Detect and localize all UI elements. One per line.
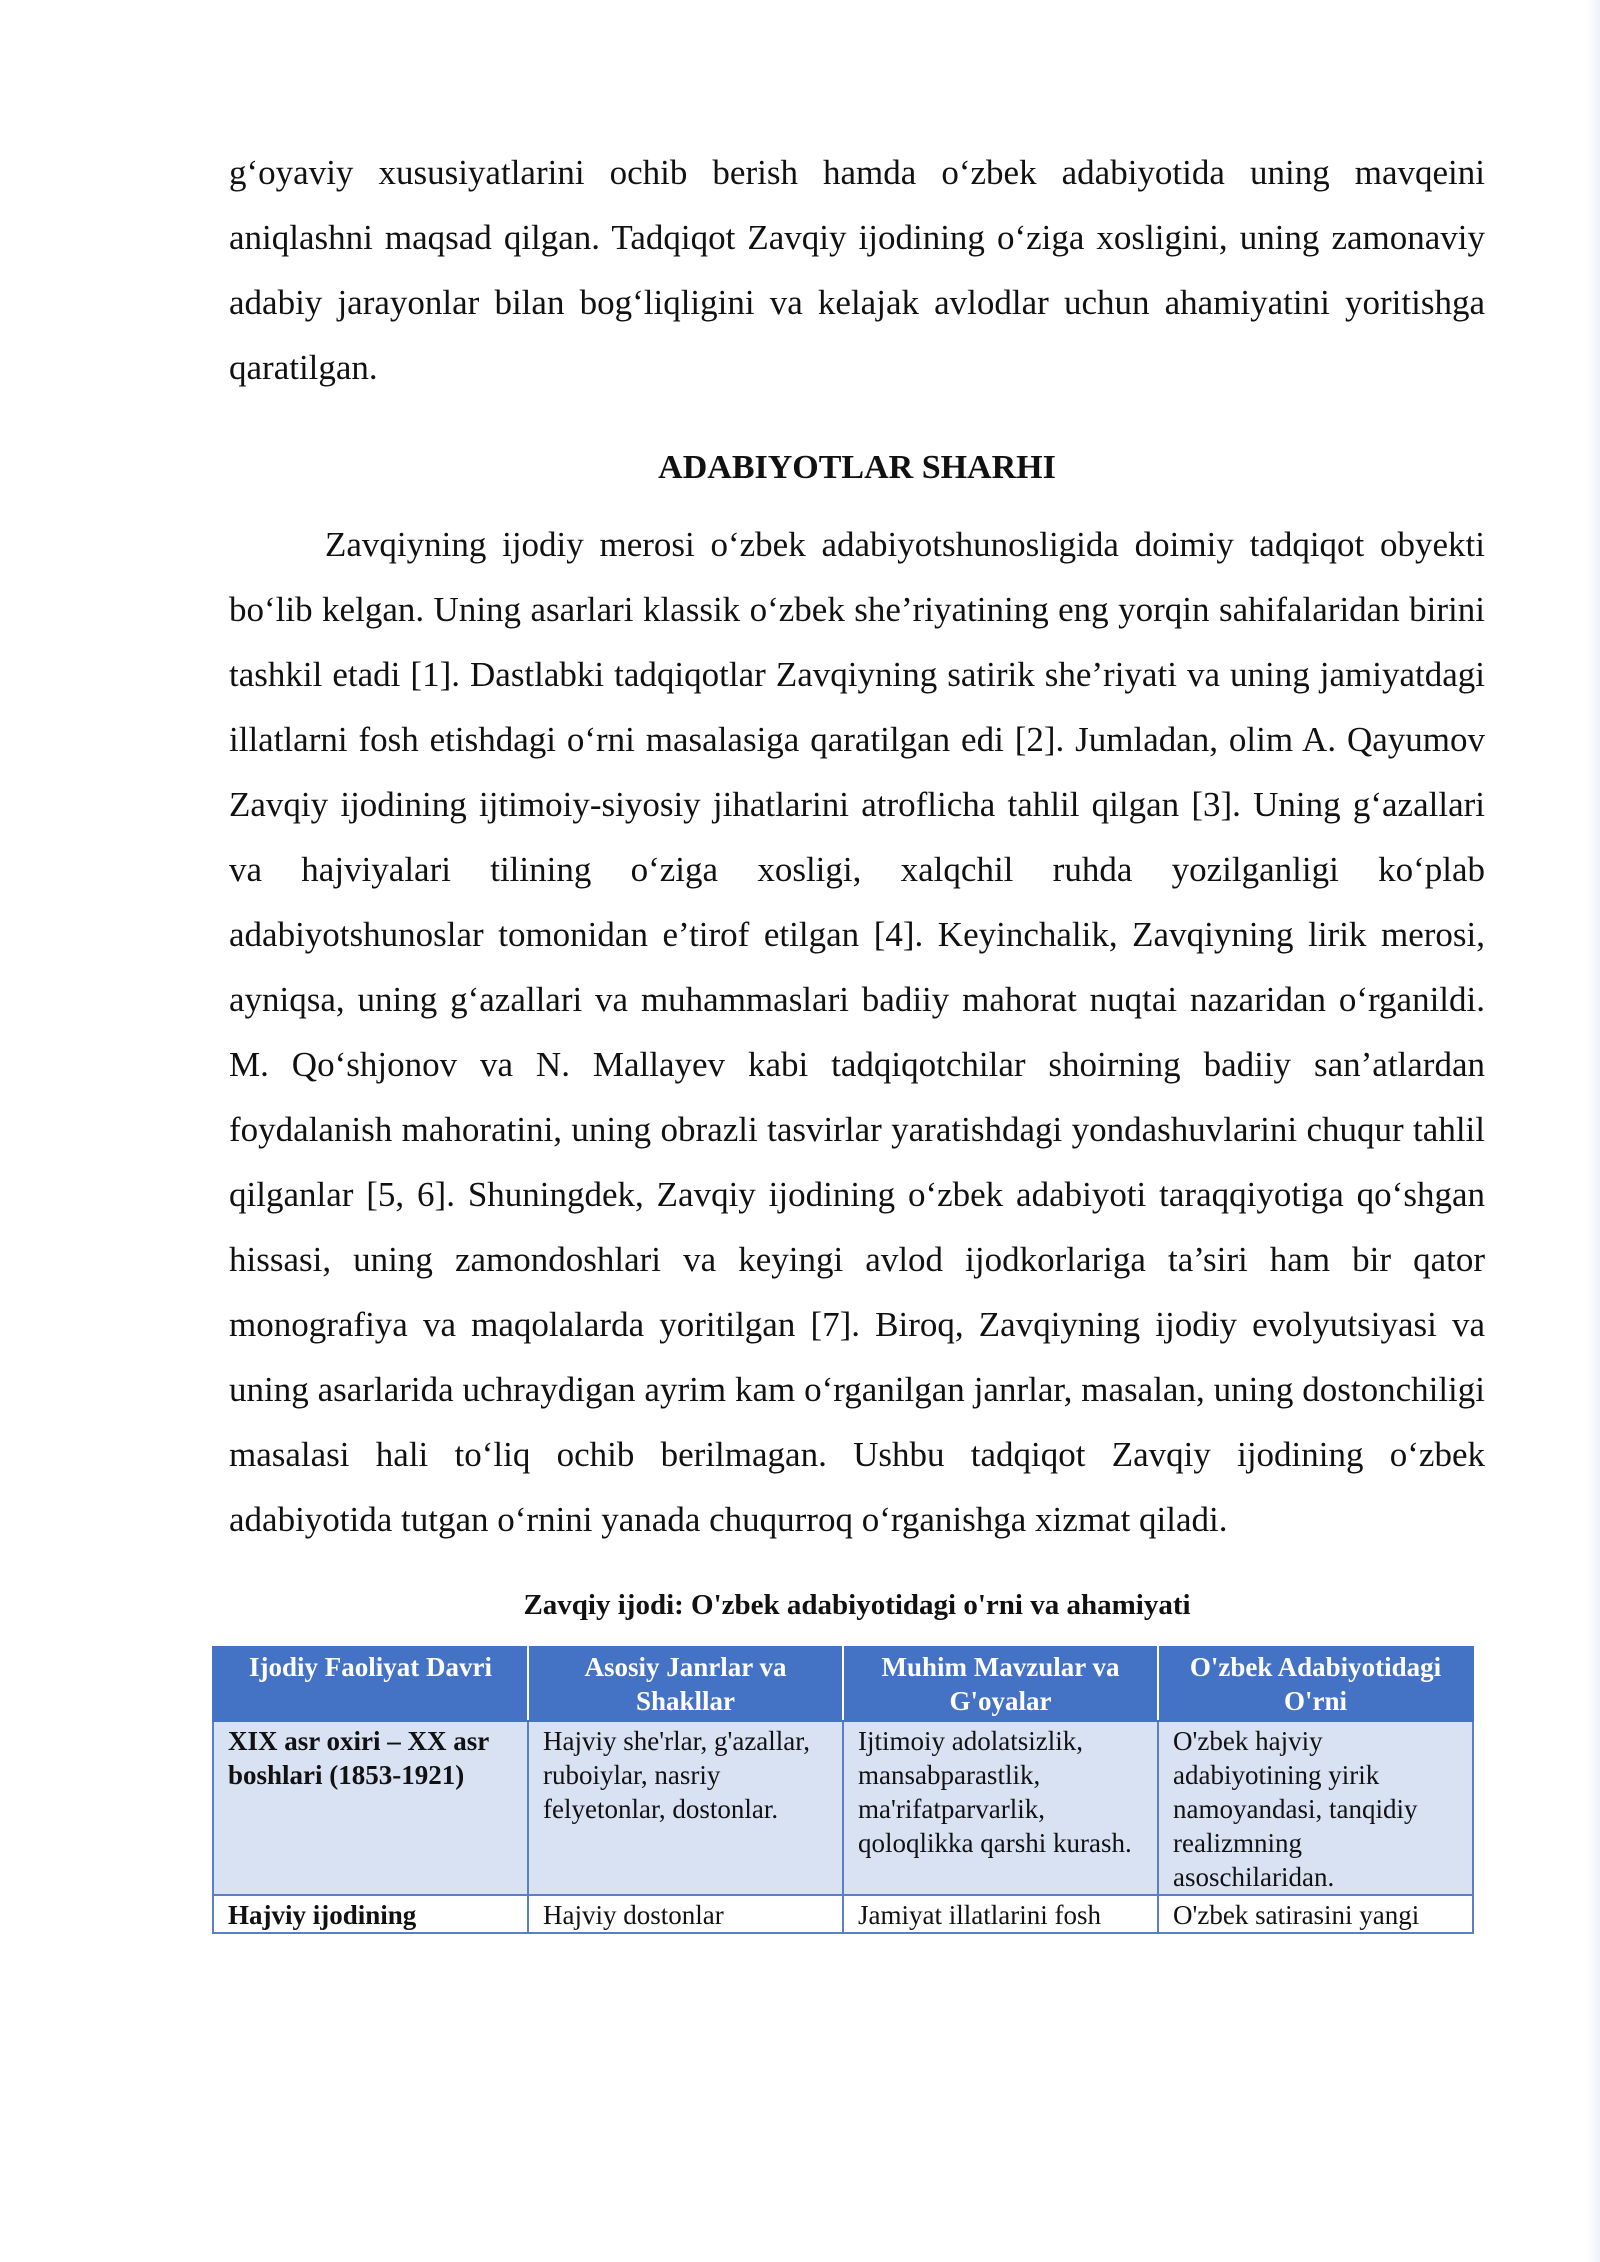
cell-themes: Jamiyat illatlarini fosh (843, 1895, 1158, 1933)
page-edge-shadow (1586, 0, 1600, 2262)
cell-genres: Hajviy she'rlar, g'azallar, ruboiylar, nasriy felyetonlar, dostonlar. (528, 1721, 843, 1895)
creative-periods-table (212, 1646, 1474, 1934)
header-genres: Asosiy Janrlar va Shakllar (528, 1647, 843, 1721)
table-row (213, 1721, 1473, 1895)
cell-themes: Ijtimoiy adolatsizlik, mansabparastlik, ma'rifatparvarlik, qoloqlikka qarshi kurash. (843, 1721, 1158, 1895)
cell-period: Hajviy ijodining (213, 1895, 528, 1933)
cell-genres: Hajviy dostonlar (528, 1895, 843, 1933)
table-row (213, 1895, 1473, 1933)
intro-paragraph: g‘oyaviy xususiyatlarini ochib berish hamda o‘zbek adabiyotida uning mavqeini aniqlashni maqsad qilgan. Tadqiqot Zavqiy ijodining o‘ziga xosligini, uning zamonaviy adabiy jarayonlar bilan bog‘liqligini va kelajak avlodlar uchun ahamiyatini yoritishga qaratilgan. (229, 153, 1485, 387)
section-heading: ADABIYOTLAR SHARHI (658, 449, 1056, 486)
cell-period: XIX asr oxiri – XX asr boshlari (1853-1921) (213, 1721, 528, 1895)
table-caption: Zavqiy ijodi: O'zbek adabiyotidagi o'rni va ahamiyati (523, 1589, 1191, 1621)
document-body (229, 140, 1485, 1934)
table-header-row (213, 1647, 1473, 1721)
header-significance: O'zbek Adabiyotidagi O'rni (1158, 1647, 1473, 1721)
header-themes: Muhim Mavzular va G'oyalar (843, 1647, 1158, 1721)
cell-significance: O'zbek satirasini yangi (1158, 1895, 1473, 1933)
cell-significance: O'zbek hajviy adabiyotining yirik namoyandasi, tanqidiy realizmning asoschilaridan. (1158, 1721, 1473, 1895)
literature-review-paragraph: Zavqiyning ijodiy merosi o‘zbek adabiyotshunosligida doimiy tadqiqot obyekti bo‘lib kelgan. Uning asarlari klassik o‘zbek she’riyatining eng yorqin sahifalaridan birini tashkil etadi [1]. Dastlabki tadqiqotlar Zavqiyning satirik she’riyati va uning jamiyatdagi illatlarni fosh etishdagi o‘rni masalasiga qaratilgan edi [2]. Jumladan, olim A. Qayumov Zavqiy ijodining ijtimoiy-siyosiy jihatlarini atroflicha tahlil qilgan [3]. Uning g‘azallari va hajviyalari tilining o‘ziga xosligi, xalqchil ruhda yozilganligi ko‘plab adabiyotshunoslar tomonidan e’tirof etilgan [4]. Keyinchalik, Zavqiyning lirik merosi, ayniqsa, uning g‘azallari va muhammaslari badiiy mahorat nuqtai nazaridan o‘rganildi. M. Qo‘shjonov va N. Mallayev kabi tadqiqotchilar shoirning badiiy san’atlardan foydalanish mahoratini, uning obrazli tasvirlar yaratishdagi yondashuvlarini chuqur tahlil qilganlar [5, 6]. Shuningdek, Zavqiy ijodining o‘zbek adabiyoti taraqqiyotiga qo‘shgan hissasi, uning zamondoshlari va keyingi avlod ijodkorlariga ta’siri ham bir qator monografiya va maqolalarda yoritilgan [7]. Biroq, Zavqiyning ijodiy evolyutsiyasi va uning asarlarida uchraydigan ayrim kam o‘rganilgan janrlar, masalan, uning dostonchiligi masalasi hali to‘liq ochib berilmagan. Ushbu tadqiqot Zavqiy ijodining o‘zbek adabiyotida tutgan o‘rnini yanada chuqurroq o‘rganishga xizmat qiladi. (229, 525, 1485, 1539)
header-period: Ijodiy Faoliyat Davri (213, 1647, 528, 1721)
